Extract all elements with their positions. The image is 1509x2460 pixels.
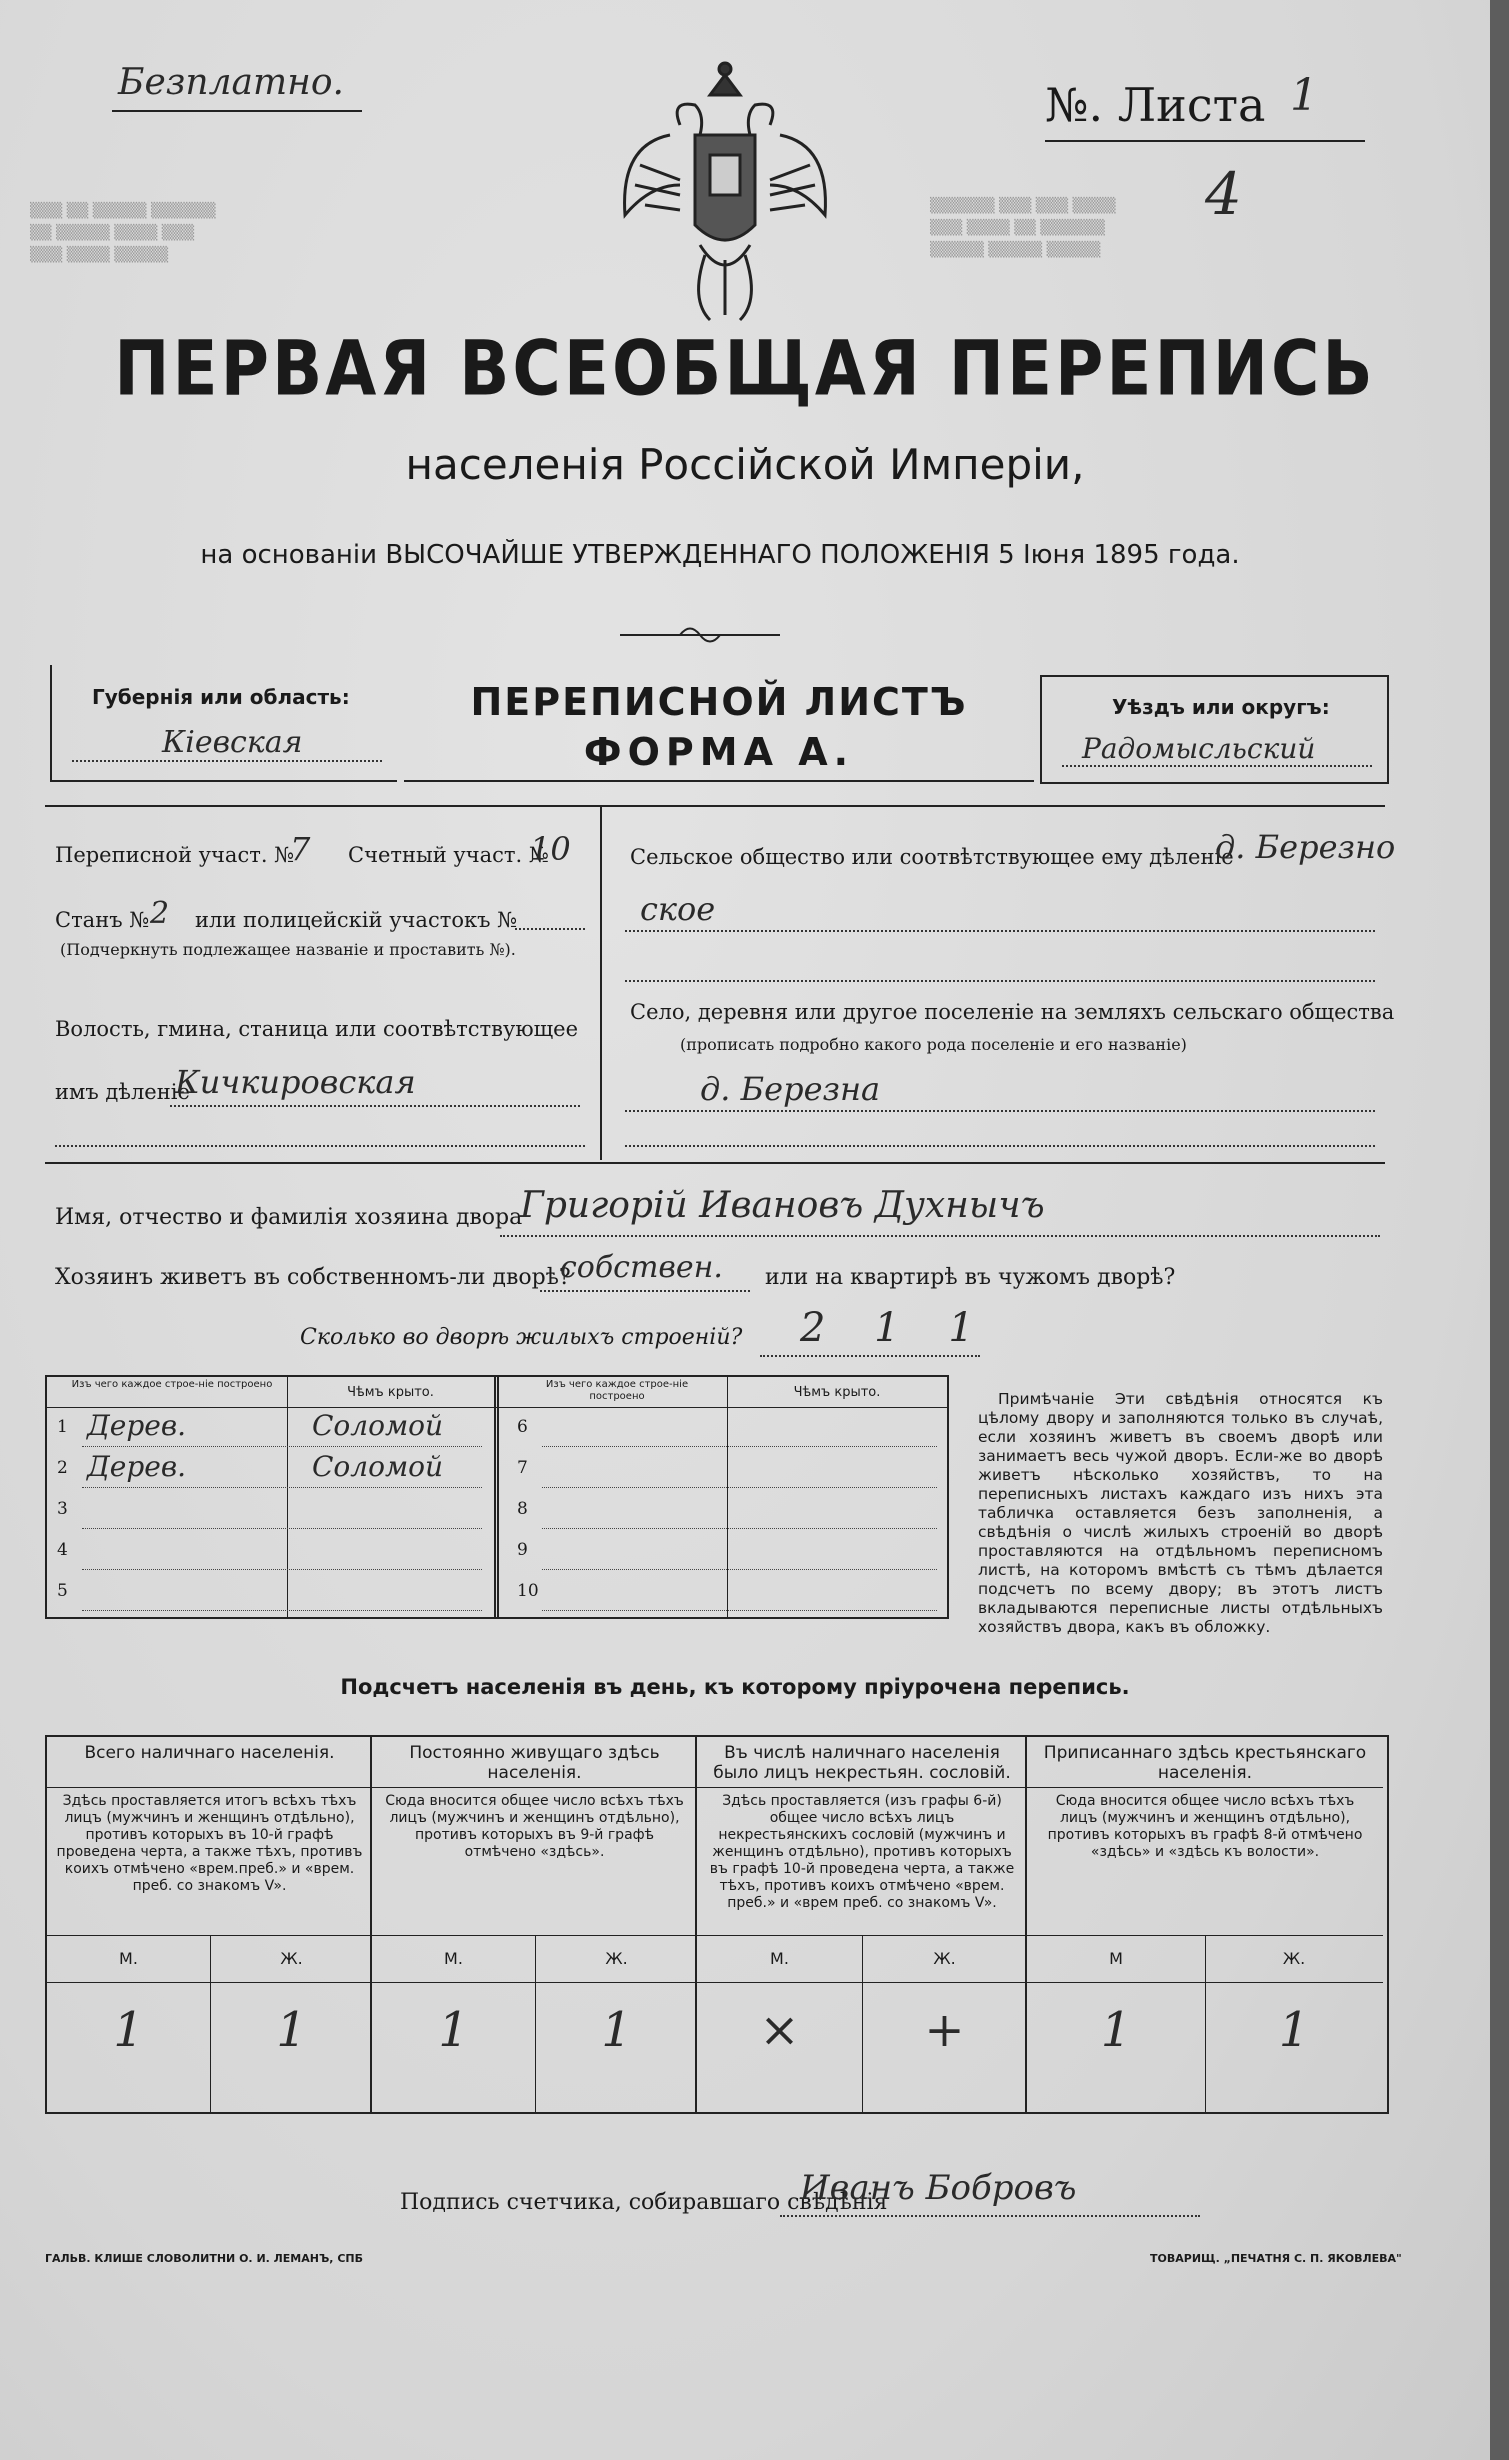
col-material-header-right: Изъ чего каждое строе-ніе построено	[545, 1379, 689, 1402]
col-material-divider-left	[287, 1377, 288, 1617]
building-roof: Соломой	[312, 1450, 444, 1483]
count-column-heading: Въ числѣ наличнаго населенія было лицъ некрестьян. сословій.	[713, 1743, 1011, 1783]
stan-value: 2	[150, 896, 170, 931]
building-row-number: 8	[517, 1499, 528, 1519]
count-heading-rule	[372, 1787, 697, 1788]
building-row-number: 6	[517, 1417, 528, 1437]
count-column-description: Сюда вносится общее число всѣхъ тѣхъ лицъ (мужчинъ и женщинъ отдѣльно), противъ которыхъ въ графѣ 8-й отмѣчено «здѣсь» и «здѣсь къ волости».	[1047, 1793, 1363, 1860]
owner-lives-label: Хозяинъ живетъ въ собственномъ-ли дворѣ?	[55, 1265, 571, 1290]
col-roof-header-left: Чѣмъ крыто.	[347, 1385, 434, 1400]
building-row-line	[542, 1610, 937, 1611]
double-headed-eagle-icon	[610, 55, 840, 330]
col-material-header-left: Изъ чего каждое строе-ніе построено	[71, 1379, 273, 1390]
count-male-value: 1	[1100, 2002, 1132, 2058]
counting-area-label: Счетный участ. №	[348, 843, 549, 867]
count-female-value: 1	[601, 2002, 632, 2058]
building-row-number: 4	[57, 1540, 68, 1560]
count-column	[372, 1737, 697, 2112]
building-row-line	[542, 1528, 937, 1529]
police-area-dotline	[515, 928, 585, 930]
bleed-through-right: ▒▒▒▒▒▒ ▒▒▒ ▒▒▒ ▒▒▒▒ ▒▒▒ ▒▒▒▒ ▒▒ ▒▒▒▒▒▒ ▒▒▒▒▒ ▒▒▒▒▒ ▒▒▒▒▒	[930, 198, 1116, 258]
free-label: Безплатно.	[118, 62, 344, 103]
count-male-value: 1	[438, 2002, 469, 2058]
count-value-rule	[47, 1982, 372, 1983]
count-column-description: Здѣсь проставляется итогъ всѣхъ тѣхъ лицъ (мужчинъ и женщинъ отдѣльно), противъ которыхъ въ 10-й графѣ проведена черта, а также тѣхъ, противъ коихъ отмѣчено «врем.преб.» и «врем. преб. со знакомъ V».	[56, 1793, 363, 1894]
count-female-value: 1	[276, 2002, 307, 2058]
district-dotline	[1062, 765, 1372, 767]
building-row-number: 10	[517, 1581, 539, 1601]
police-area-label: или полицейскій участокъ №	[195, 908, 518, 932]
count-female-label: Ж.	[933, 1949, 956, 1968]
census-area-value: 7	[290, 830, 311, 868]
free-label-underline	[112, 110, 362, 112]
building-row-number: 1	[57, 1417, 68, 1437]
volost-label-2: имъ дѣленіе	[55, 1080, 190, 1104]
count-female-label: Ж.	[1282, 1949, 1306, 1968]
province-label: Губернія или область:	[92, 685, 350, 709]
district-label: Уѣздъ или округъ:	[1112, 695, 1330, 719]
signature-value: Иванъ Бобровъ	[800, 2168, 1077, 2208]
bleed-through-left: ▒▒▒ ▒▒ ▒▒▒▒▒ ▒▒▒▒▒▒ ▒▒ ▒▒▒▒▒ ▒▒▒▒ ▒▒▒ ▒▒▒ ▒▒▒▒ ▒▒▒▒▒	[30, 203, 216, 263]
volost-dotline-1	[170, 1105, 580, 1107]
building-row-line	[542, 1569, 937, 1570]
stan-note: (Подчеркнуть подлежащее названіе и проставить №).	[60, 940, 516, 959]
count-column-description: Сюда вносится общее число всѣхъ тѣхъ лицъ (мужчинъ и женщинъ отдѣльно), противъ которыхъ въ 9-й графѣ отмѣчено «здѣсь».	[385, 1793, 684, 1860]
count-male-label: М.	[119, 1949, 138, 1968]
owner-lives-dotline	[540, 1290, 750, 1292]
note-body: Эти свѣдѣнія относятся къ цѣлому двору и заполняются только въ случаѣ, если хозяинъ живетъ въ своемъ дворѣ или занимаетъ весь чужой дворъ. Если-же во дворѣ живетъ нѣсколько хозяйствъ, то на переписныхъ листахъ каждаго изъ нихъ эта табличка оставляется безъ заполненія, а свѣдѣнія о числѣ жилыхъ строеній во дворѣ проставляются на отдѣльномъ переписномъ листѣ, на которомъ вмѣстѣ съ тѣмъ дѣлается подсчетъ по всему двору; въ этотъ листъ вкладываются переписные листы отдѣльныхъ хозяйствъ двора, какъ въ обложку.	[978, 1390, 1383, 1636]
count-column-heading: Приписаннаго здѣсь крестьянскаго населенія.	[1043, 1743, 1367, 1783]
handwritten-corner-number: 4	[1205, 160, 1242, 228]
village-dotline-2	[625, 1145, 1375, 1147]
count-column-heading: Всего наличнаго населенія.	[84, 1743, 335, 1763]
count-heading-rule	[1027, 1787, 1383, 1788]
society-label: Сельское общество или соотвѣтствующее ему дѣленіе	[630, 845, 1234, 869]
footer-left: ГАЛЬВ. КЛИШЕ СЛОВОЛИТНИ О. И. ЛЕМАНЪ, СПБ	[45, 2252, 363, 2265]
owner-name-dotline	[500, 1235, 1380, 1237]
village-dotline-1	[625, 1110, 1375, 1112]
owner-rent-label: или на квартирѣ въ чужомъ дворѣ?	[765, 1265, 1176, 1290]
volost-value: Кичкировская	[175, 1063, 416, 1101]
count-heading-rule	[47, 1787, 372, 1788]
building-row-line	[82, 1610, 482, 1611]
volost-dotline-2	[55, 1145, 585, 1147]
basis-line: на основаніи ВЫСОЧАЙШЕ УТВЕРЖДЕННАГО ПОЛОЖЕНІЯ 5 Іюня 1895 года.	[200, 540, 1240, 570]
district-value: Радомысльский	[1082, 732, 1316, 765]
count-table	[45, 1735, 1389, 2114]
building-roof: Соломой	[312, 1409, 444, 1442]
building-row-number: 2	[57, 1458, 68, 1478]
building-row-line	[82, 1446, 482, 1447]
buildings-label: Сколько во дворѣ жилыхъ строеній?	[300, 1325, 743, 1350]
count-male-label: М	[1109, 1949, 1123, 1968]
village-label: Село, деревня или другое поселеніе на земляхъ сельскаго общества	[630, 1000, 1395, 1024]
society-dotline-2	[625, 980, 1375, 982]
volost-label-1: Волость, гмина, станица или соотвѣтствующее	[55, 1017, 579, 1041]
count-female-value: 1	[1278, 2002, 1310, 2058]
count-heading-rule	[697, 1787, 1027, 1788]
counting-area-value: 10	[530, 830, 571, 868]
buildings-table-midline	[494, 1377, 499, 1617]
count-column	[697, 1737, 1027, 2112]
count-female-value: +	[924, 2002, 965, 2058]
count-male-label: М.	[444, 1949, 463, 1968]
col-material-divider-right	[727, 1377, 728, 1617]
building-material: Дерев.	[87, 1450, 187, 1483]
province-dotline	[72, 760, 382, 762]
building-row-line	[542, 1487, 937, 1488]
count-column-heading: Постоянно живущаго здѣсь населенія.	[409, 1743, 660, 1783]
building-material: Дерев.	[87, 1409, 187, 1442]
building-row-line	[82, 1569, 482, 1570]
col-roof-header-right: Чѣмъ крыто.	[793, 1385, 881, 1400]
page-subtitle: населенія Россійской Имперіи,	[405, 440, 1085, 489]
count-male-value: 1	[113, 2002, 144, 2058]
count-female-label: Ж.	[280, 1949, 303, 1968]
building-row-line	[82, 1487, 482, 1488]
buildings-value: 2 1 1	[800, 1305, 992, 1351]
building-row-line	[542, 1446, 937, 1447]
page-edge-shadow	[1490, 0, 1509, 2460]
count-value-rule	[1027, 1982, 1383, 1983]
count-section-title: Подсчетъ населенія въ день, къ которому пріурочена перепись.	[340, 1675, 1130, 1699]
building-row-number: 7	[517, 1458, 528, 1478]
society-dotline-1	[625, 930, 1375, 932]
building-row-number: 3	[57, 1499, 68, 1519]
footer-right: ТОВАРИЩ. „ПЕЧАТНЯ С. П. ЯКОВЛЕВА"	[1150, 2252, 1402, 2265]
owner-lives-value: собствен.	[560, 1250, 723, 1285]
stan-label: Станъ №	[55, 908, 150, 932]
fields-vertical-divider	[600, 805, 602, 1160]
signature-dotline	[780, 2215, 1200, 2217]
count-male-label: М.	[770, 1949, 789, 1968]
count-column	[47, 1737, 372, 2112]
count-female-label: Ж.	[605, 1949, 628, 1968]
village-value: д. Березна	[700, 1070, 881, 1108]
society-value-1: д. Березно	[1215, 828, 1396, 866]
count-male-value: ×	[759, 2002, 800, 2058]
count-column-description: Здѣсь проставляется (изъ графы 6-й) общее число всѣхъ лицъ некрестьянскихъ сословій (мужчинъ и женщинъ отдѣльно), противъ которыхъ въ графѣ 10-й проведена черта, а также тѣхъ, противъ коихъ отмѣчено «врем. преб.» и «врем преб. со знакомъ V».	[709, 1793, 1015, 1911]
building-row-number: 9	[517, 1540, 528, 1560]
building-row-number: 5	[57, 1581, 68, 1601]
building-row-line	[82, 1528, 482, 1529]
note-heading: Примѣчаніе	[998, 1390, 1095, 1408]
sheet-number-underline	[1045, 140, 1365, 142]
count-value-rule	[372, 1982, 697, 1983]
sheet-number-label: №. Листа	[1045, 78, 1266, 132]
province-box	[50, 665, 397, 782]
form-title-line1: ПЕРЕПИСНОЙ ЛИСТЪ	[470, 680, 968, 724]
count-value-rule	[697, 1982, 1027, 1983]
society-value-2: ское	[640, 890, 716, 928]
form-title-line2: ФОРМА А.	[583, 730, 855, 774]
census-area-label: Переписной участ. №	[55, 843, 295, 867]
buildings-table	[45, 1375, 949, 1619]
province-value: Кіевская	[162, 725, 303, 760]
buildings-table-headline	[47, 1407, 947, 1408]
owner-name-label: Имя, отчество и фамилія хозяина двора	[55, 1205, 523, 1230]
buildings-dotline	[760, 1355, 980, 1357]
village-note: (прописать подробно какого рода поселеніе и его названіе)	[680, 1035, 1187, 1054]
page-title: ПЕРВАЯ ВСЕОБЩАЯ ПЕРЕПИСЬ	[114, 324, 1376, 413]
district-box	[1040, 675, 1389, 784]
owner-name-value: Григорій Ивановъ Духнычъ	[520, 1185, 1045, 1226]
ornament-divider	[620, 620, 780, 650]
count-column	[1027, 1737, 1383, 2112]
signature-label: Подпись счетчика, собиравшаго свѣдѣнія	[400, 2190, 888, 2215]
note-text	[978, 1390, 1383, 1637]
sheet-number-value: 1	[1290, 70, 1318, 121]
